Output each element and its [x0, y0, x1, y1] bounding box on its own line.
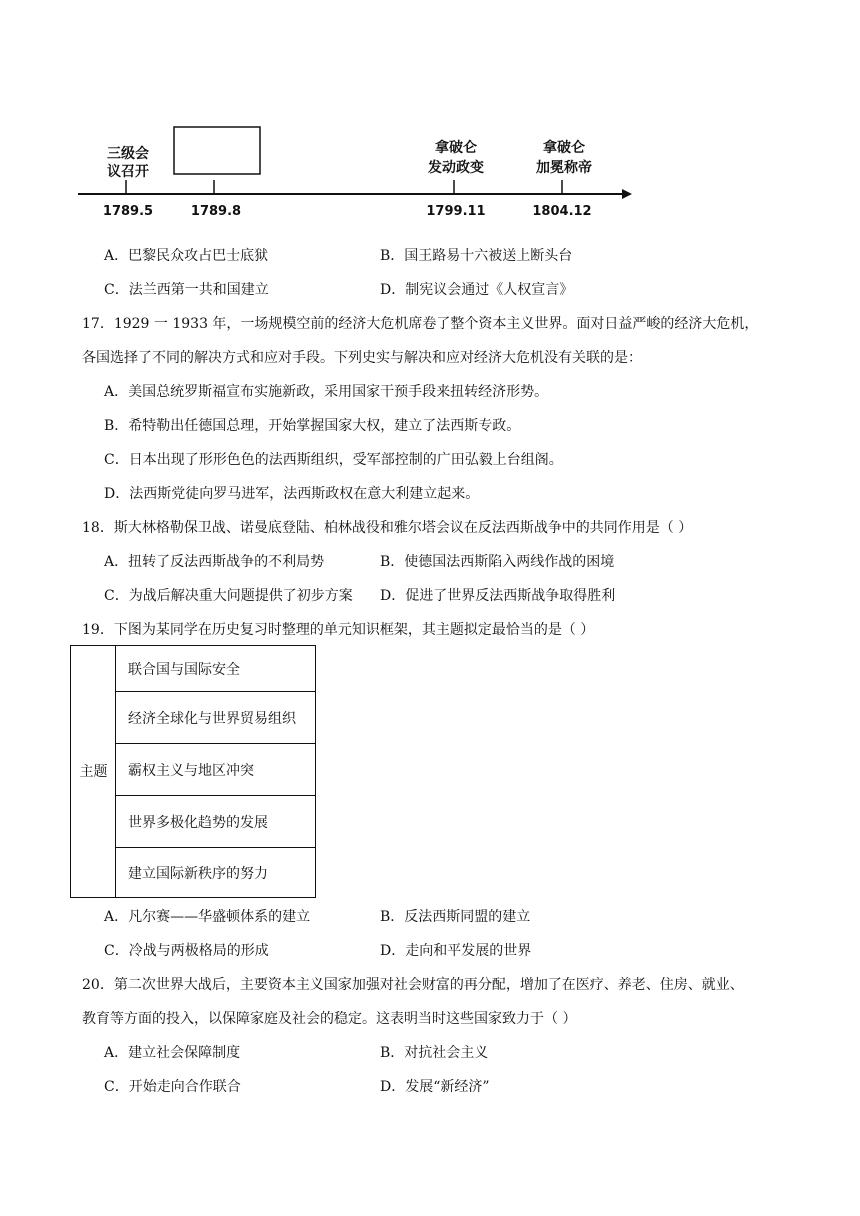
event-label: 拿破仑 — [543, 140, 585, 156]
q17-option-d: D．法西斯党徒向罗马进军，法西斯政权在意大利建立起来。 — [104, 486, 480, 502]
q16-option-a: A．巴黎民众攻占巴士底狱 — [104, 248, 269, 264]
event-label: 发动政变 — [428, 160, 484, 176]
event-label: 加冕称帝 — [536, 160, 592, 176]
framework-item — [116, 796, 316, 848]
event-label: 三级会 — [107, 146, 149, 162]
framework-item-label: 建立国际新秩序的努力 — [128, 865, 268, 882]
framework-item-label: 世界多极化趋势的发展 — [128, 814, 268, 831]
event-date: 1789.8 — [190, 204, 242, 219]
q20-stem-line1: 20．第二次世界大战后，主要资本主义国家加强对社会财富的再分配，增加了在医疗、养老、住房、就业、 — [82, 977, 744, 993]
framework-item-label: 联合国与国际安全 — [128, 661, 240, 678]
event-label: 拿破仑 — [435, 140, 477, 156]
q19-option-a: A．凡尔赛——华盛顿体系的建立 — [104, 909, 311, 925]
q20-option-a: A．建立社会保障制度 — [104, 1045, 241, 1061]
q17-stem-line2: 各国选择了不同的解决方式和应对手段。下列史实与解决和应对经济大危机没有关联的是： — [82, 350, 642, 366]
q19-option-b: B．反法西斯同盟的建立 — [380, 909, 531, 925]
q18-option-a: A．扭转了反法西斯战争的不利局势 — [104, 554, 325, 570]
event-label: 议召开 — [107, 164, 149, 180]
framework-item — [116, 692, 316, 744]
q16-option-c: C．法兰西第一共和国建立 — [104, 282, 269, 298]
q16-option-b: B．国王路易十六被送上断头台 — [380, 248, 573, 264]
event-date: 1789.5 — [102, 204, 154, 219]
framework-item-label: 经济全球化与世界贸易组织 — [128, 710, 296, 727]
framework-item — [116, 744, 316, 796]
q19-option-c: C．冷战与两极格局的形成 — [104, 943, 269, 959]
q18-stem: 18．斯大林格勒保卫战、诺曼底登陆、柏林战役和雅尔塔会议在反法西斯战争中的共同作用是（ ） — [82, 520, 693, 536]
event-date: 1804.12 — [532, 204, 592, 219]
q20-option-c: C．开始走向合作联合 — [104, 1079, 241, 1095]
timeline-arrowhead — [622, 189, 632, 199]
event-date: 1799.11 — [426, 204, 486, 219]
q18-option-c: C．为战后解决重大问题提供了初步方案 — [104, 588, 353, 604]
q19-stem: 19．下图为某同学在历史复习时整理的单元知识框架，其主题拟定最恰当的是（ ） — [82, 622, 595, 638]
framework-topic-label: 主题 — [79, 764, 108, 780]
q18-option-b: B．使德国法西斯陷入两线作战的困境 — [380, 554, 615, 570]
q20-option-b: B．对抗社会主义 — [380, 1045, 489, 1061]
q18-option-d: D．促进了世界反法西斯战争取得胜利 — [380, 588, 616, 604]
q20-stem-line2: 教育等方面的投入，以保障家庭及社会的稳定。这表明当时这些国家致力于（ ） — [82, 1011, 577, 1027]
framework-item-label: 霸权主义与地区冲突 — [128, 762, 254, 779]
q17-option-a: A．美国总统罗斯福宣布实施新政，采用国家干预手段来扭转经济形势。 — [104, 384, 549, 400]
q20-option-d: D．发展“新经济” — [380, 1079, 490, 1095]
q17-stem-line1: 17．1929 一 1933 年，一场规模空前的经济大危机席卷了整个资本主义世界。面对日益严峻的经济大危机， — [82, 316, 759, 332]
timeline-figure — [76, 120, 636, 230]
framework-topic-cell — [71, 646, 116, 897]
q17-option-c: C．日本出现了形形色色的法西斯组织，受军部控制的广田弘毅上台组阁。 — [104, 452, 563, 468]
q16-option-d: D．制宪议会通过《人权宣言》 — [380, 282, 574, 298]
knowledge-framework-table — [70, 645, 316, 898]
blank-answer-box — [174, 127, 260, 174]
framework-item — [116, 848, 316, 897]
q19-option-d: D．走向和平发展的世界 — [380, 943, 532, 959]
framework-item — [116, 646, 316, 692]
q17-option-b: B．希特勒出任德国总理，开始掌握国家大权，建立了法西斯专政。 — [104, 418, 521, 434]
